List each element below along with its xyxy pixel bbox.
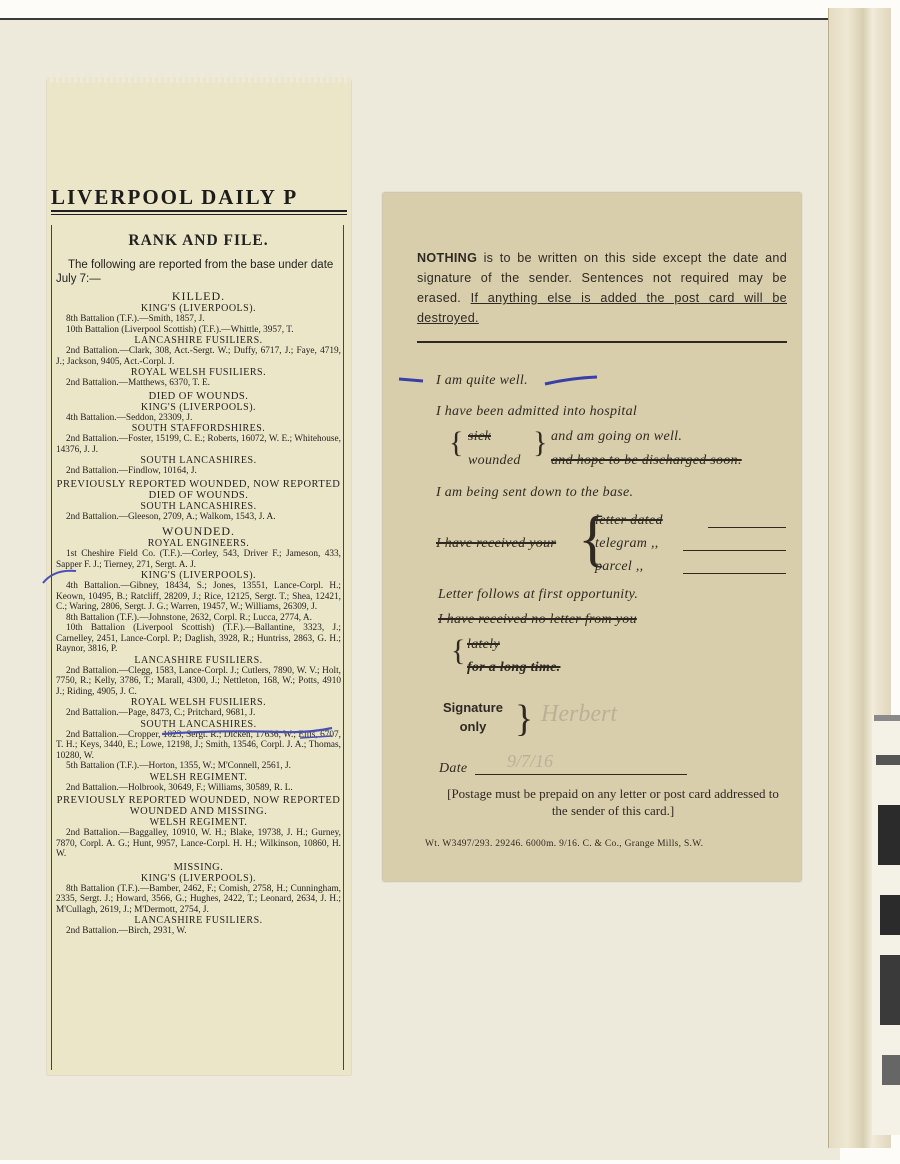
option-going-on-well: and am going on well. [551, 429, 683, 444]
unit-name: KING'S (LIVERPOOLS). [140, 303, 257, 314]
date-value: 9/7/16 [507, 751, 554, 771]
unit-name: ROYAL WELSH FUSILIERS. [130, 367, 267, 378]
section-heading: DIED OF WOUNDS. [148, 390, 249, 402]
unit-name: LANCASHIRE FUSILIERS. [134, 654, 263, 666]
unit-name: SOUTH LANCASHIRES. [140, 455, 257, 466]
date-label: Date [439, 761, 468, 776]
telegram-date-line [683, 550, 786, 551]
notice-nothing: NOTHING [417, 251, 478, 265]
unit-name: LANCASHIRE FUSILIERS. [134, 335, 263, 346]
pen-arrow-mark-2 [543, 375, 601, 389]
masthead: LIVERPOOL DAILY P [51, 185, 299, 209]
unit-name: SOUTH LANCASHIRES. [140, 500, 257, 512]
section-heading: KILLED. [171, 289, 226, 303]
section-heading: MISSING. [173, 861, 224, 873]
unit-name: ROYAL ENGINEERS. [147, 538, 250, 549]
unit-name: LANCASHIRE FUSILIERS. [134, 915, 263, 926]
casualty-entry: 4th Battalion.—Seddon, 23309, J. [66, 412, 193, 423]
notice-warning: If anything else is added the post card will be destroyed. [417, 291, 787, 325]
option-sick: sick [468, 429, 491, 444]
unit-name: SOUTH STAFFORDSHIRES. [131, 423, 266, 434]
casualty-entry: 2nd Battalion.—Clark, 308, Act.-Sergt. W.; Duffy, 6717, J.; Faye, 4719, J.; Jackson, 9405, Act.-Corpl. J. [56, 346, 341, 367]
unit-name: WELSH REGIMENT. [149, 817, 248, 828]
left-brace: { [449, 426, 464, 459]
notice-rule [417, 341, 787, 343]
casualty-entry: 2nd Battalion.—Gleeson, 2709, A.; Walkom, 1543, J. A. [66, 511, 276, 522]
newspaper-clipping [47, 80, 351, 1075]
masthead-rule-thin [51, 214, 347, 215]
unit-name: KING'S (LIVERPOOLS). [140, 570, 257, 581]
casualty-entry: 8th Battalion (T.F.).—Johnstone, 2632, Corpl. R.; Lucca, 2774, A. [66, 612, 312, 623]
signature-brace: } [515, 698, 534, 740]
line-sent-to-base: I am being sent down to the base. [436, 485, 634, 500]
card-notice [417, 248, 787, 328]
line-no-letter: I have received no letter from you [438, 612, 637, 627]
signature-value: Herbert [541, 701, 617, 727]
section-heading: WOUNDED. [162, 524, 235, 538]
casualty-entry: 2nd Battalion.—Clegg, 1583, Lance-Corpl. J.; Cutlers, 7890, W. V.; Holt, 7750, R.; Kelly, 3786, T.; Marall, 4300, J.; Nettleton, 168, W.; Potts, 4910 J.; Riding, 4905, J. C. [56, 665, 341, 697]
no-letter-brace: { [451, 634, 466, 667]
line-admitted-hospital: I have been admitted into hospital [436, 404, 638, 419]
date-line [475, 774, 687, 775]
printer-imprint: Wt. W3497/293. 29246. 6000m. 9/16. C. & Co., Grange Mills, S.W. [425, 839, 704, 849]
unit-name: WELSH REGIMENT. [149, 771, 248, 783]
unit-name: KING'S (LIVERPOOLS). [140, 872, 257, 884]
casualty-entry: 4th Battalion.—Gibney, 18434, S.; Jones, 13551, Lance-Corpl. H.; Keown, 10495, B.; Ratcliff, 28209, J.; Rice, 12125, Sergt. T.; Shea, 12421, C.; Waring, 2806, Sergt. J. G.; Warren, 19457, W.; Williams, 26309, J. [56, 581, 341, 612]
casualty-entry: 2nd Battalion.—Foster, 15199, C. E.; Roberts, 16072, W. E.; Whitehouse, 14376, J. J. [56, 434, 341, 455]
unit-name: ROYAL WELSH FUSILIERS. [130, 697, 267, 708]
option-long-time: for a long time. [467, 660, 561, 675]
option-telegram: telegram ,, [595, 536, 659, 551]
casualty-entry: 1st Cheshire Field Co. (T.F.).—Corley, 543, Driver F.; Jameson, 433, Sapper F. J.; Tierney, 271, Sergt. A. J. [56, 549, 341, 570]
option-discharged: and hope to be discharged soon. [551, 453, 742, 468]
casualty-entry: 2nd Battalion.—Holbrook, 30649, F.; Williams, 30589, R. L. [66, 782, 293, 793]
pen-underline-mark [160, 722, 335, 744]
casualty-entry: 10th Battalion (Liverpool Scottish) (T.F.).—Ballantine, 3323, J.; Carnelley, 2451, Lance-Corpl. P.; Daglish, 3928, R.; Huntriss, 2863, G. H.; Raynor, 3816, P. [56, 623, 341, 654]
casualty-entry: 10th Battalion (Liverpool Scottish) (T.F.).—Whittle, 3957, T. [66, 324, 294, 335]
section-heading: PREVIOUSLY REPORTED WOUNDED, NOW REPORTED DIED OF WOUNDS. [56, 478, 341, 501]
signature-label-line1: Signature [443, 700, 503, 715]
signature-label [443, 698, 503, 736]
field-service-post-card [383, 193, 801, 881]
signature-label-line2: only [459, 719, 487, 734]
option-lately: lately [467, 637, 500, 652]
casualty-entry: 2nd Battalion.—Findlow, 10164, J. [66, 466, 197, 476]
casualty-entry: 8th Battalion (T.F.).—Smith, 1857, J. [66, 314, 205, 324]
unit-name: KING'S (LIVERPOOLS). [140, 401, 257, 413]
casualty-entry: 2nd Battalion.—Birch, 2931, W. [66, 926, 187, 936]
pen-tick-mark [40, 565, 80, 587]
option-wounded: wounded [468, 453, 521, 468]
line-received-your: I have received your [436, 536, 557, 551]
article-intro: The following are reported from the base under date July 7:— [56, 259, 334, 285]
casualty-entry: 2nd Battalion.—Baggalley, 10910, W. H.; Blake, 19738, J. H.; Gurney, 7870, Corpl. A. G.; Hunt, 9957, Lance-Corpl. H. H.; Wilkinson, 10860, H. W. [56, 828, 341, 859]
masthead-rule [51, 210, 347, 212]
section-heading: PREVIOUSLY REPORTED WOUNDED, NOW REPORTED WOUNDED AND MISSING. [56, 795, 341, 817]
option-letter-dated: letter dated [595, 513, 663, 528]
line-letter-follows: Letter follows at first opportunity. [438, 587, 639, 602]
line-quite-well: I am quite well. [436, 373, 528, 388]
right-brace: } [533, 426, 548, 459]
article-title: RANK AND FILE. [128, 232, 269, 249]
parcel-date-line [683, 573, 786, 574]
casualty-entry: 2nd Battalion.—Matthews, 6370, T. E. [66, 378, 211, 388]
letter-date-line [708, 527, 786, 528]
notice-text: is to be written on this side except the date and signature of the sender. Sentences not required may be erased. [417, 251, 787, 305]
casualty-entry: 2nd Battalion.—Page, 8473, C.; Pritchard, 9681, J. [66, 708, 256, 718]
casualty-list [56, 230, 341, 937]
option-parcel: parcel ,, [595, 559, 644, 574]
unit-name: SOUTH LANCASHIRES. [140, 718, 257, 730]
pen-arrow-mark [397, 373, 427, 387]
received-brace: { [578, 505, 608, 573]
postage-note: [Postage must be prepaid on any letter or post card addressed to the sender of this card.] [447, 786, 779, 818]
adjacent-drawing-fragment [872, 715, 900, 1135]
casualty-entry: 5th Battalion (T.F.).—Horton, 1355, W.; M'Connell, 2561, J. [66, 761, 291, 771]
casualty-entry: 8th Battalion (T.F.).—Bamber, 2462, F.; Comish, 2758, H.; Cunningham, 2335, Sergt. J.; Howard, 3566, G.; Hughes, 2422, T.; Leonard, 2634, J. H.; M'Cullagh, 2619, J.; M'Dermott, 2754, J. [56, 883, 341, 915]
casualty-entry: 2nd Battalion.—Cropper, 1023, Sergt. R.; Dicken, 17636, W.; Ellis, 6707, T. H.; Keys, 3440, E.; Lowe, 12198, J.; Smith, 13546, Corpl. J. A.; Thomas, 10280, W. [56, 729, 341, 761]
